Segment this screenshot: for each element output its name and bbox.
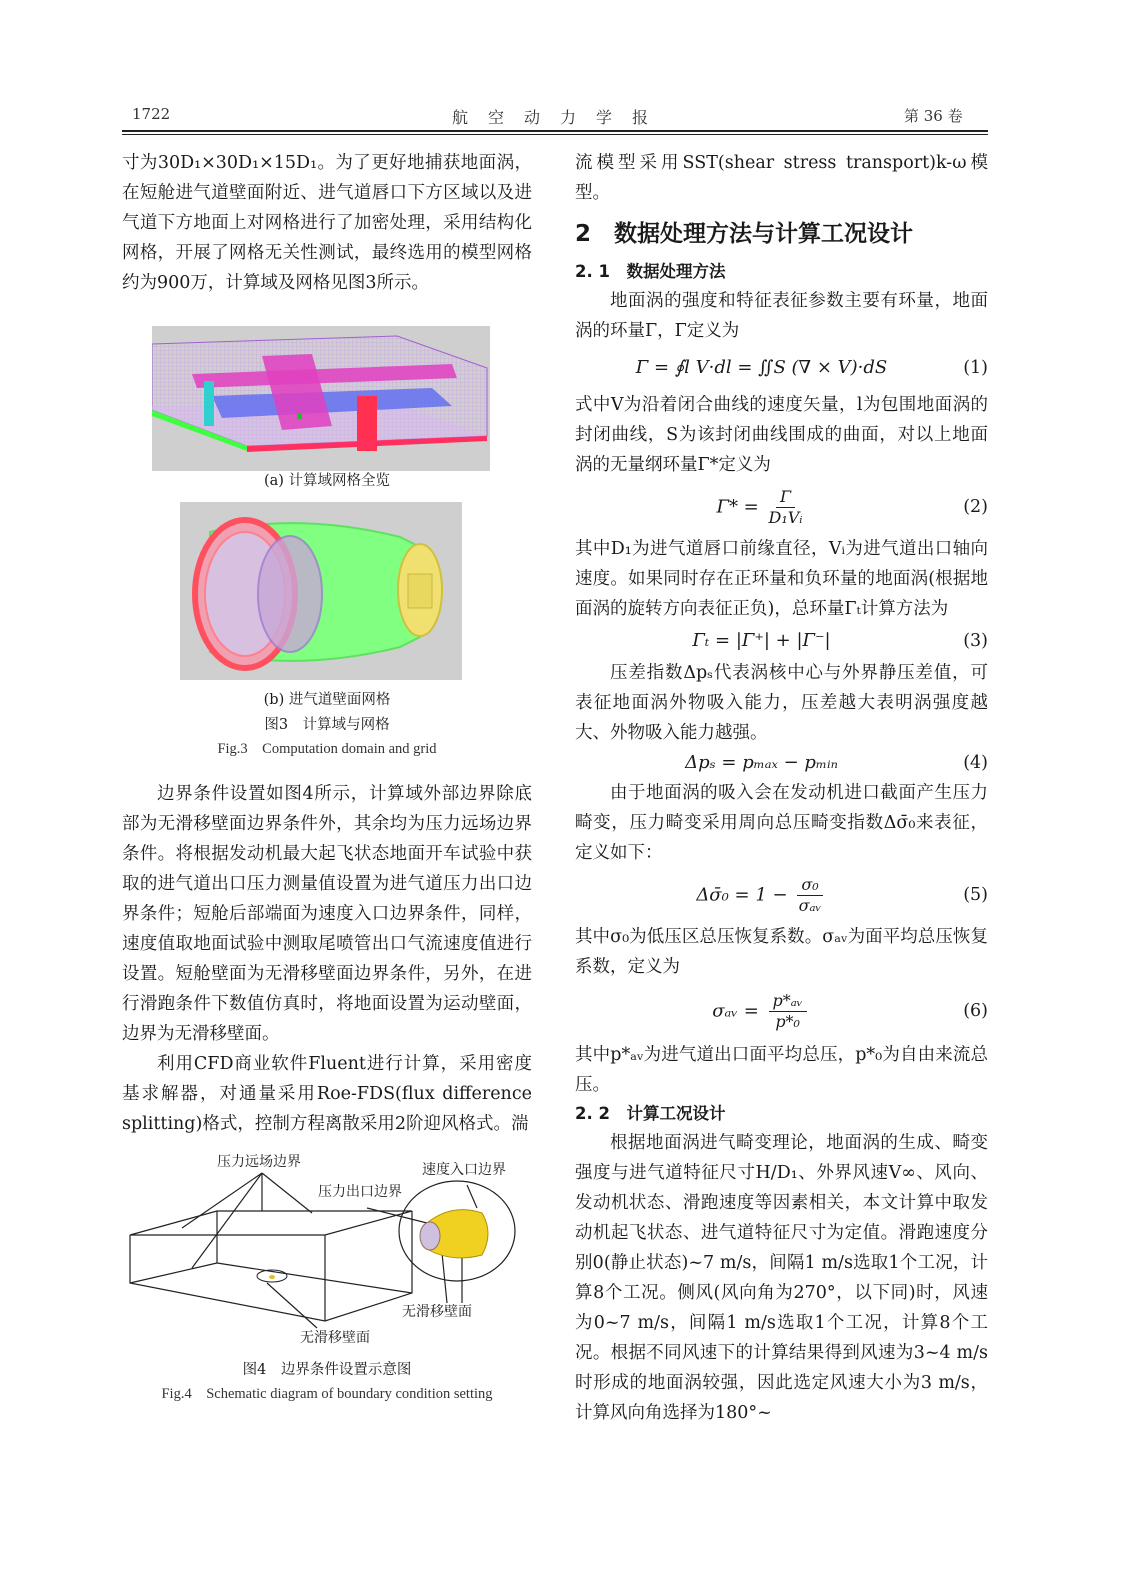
equation-2: [575, 480, 988, 534]
equation-2-numerator: Γ: [776, 487, 795, 508]
figure-3b: [122, 502, 532, 707]
equation-2-denominator: D₁Vᵢ: [768, 507, 803, 527]
journal-title: 航 空 动 力 学 报: [452, 108, 651, 127]
equation-6-denominator: p*₀: [775, 1011, 800, 1031]
figure-3a: [122, 326, 532, 489]
paragraph-boundary-conditions: 边界条件设置如图4所示，计算域外部边界除底部为无滑移壁面边界条件外，其余均为压力远场边界条件。将根据发动机最大起飞状态地面开车试验中获取的进气道出口压力测量值设置为进气道压力出口边界条件；短舱后部端面为速度入口边界条件，同样，速度值取地面试验中测取尾喷管出口气流速度值进行设置。短舱壁面为无滑移壁面边界条件，另外，在进行滑跑条件下数值仿真时，将地面设置为运动壁面，边界为无滑移壁面。: [122, 784, 532, 1044]
equation-4-body: Δpₛ = pₘₐₓ − pₘᵢₙ: [685, 752, 838, 773]
figure-3-caption-en: Fig.3 Computation domain and grid: [217, 741, 437, 757]
label-pressure-far-field: 压力远场边界: [217, 1154, 301, 1170]
equation-1: [575, 346, 988, 390]
paragraph-conditions: 根据地面涡进气畸变理论，地面涡的生成、畸变强度与进气道特征尺寸H/D₁、外界风速V∞、风向、发动机状态、滑跑速度等因素相关，本文计算中取发动机起飞状态、进气道特征尺寸为定值。滑跑速度分别0(静止状态)~7 m/s，间隔1 m/s选取1个工况，计算8个工况。侧风(风向角为270°，以下同)时，风速为0~7 m/s，间隔1 m/s选取1个工况，计算8个工况。根据不同风速下的计算结果得到风速为3~4 m/s时形成的地面涡较强，因此选定风速大小为3 m/s，计算风向角选择为180°~: [575, 1133, 988, 1423]
equation-6-fraction: [769, 991, 807, 1032]
figure-3-caption-cn: 图3 计算域与网格: [264, 717, 390, 733]
equation-1-number: (1): [963, 358, 988, 378]
section-2-heading: 2 数据处理方法与计算工况设计: [575, 221, 914, 247]
equation-3: [575, 624, 988, 658]
figure-3b-caption: (b) 进气道壁面网格: [263, 692, 391, 708]
equation-2-lhs: Γ* =: [716, 496, 759, 517]
header-rule: [122, 130, 988, 132]
paragraph-total-circulation: 其中D₁为进气道唇口前缘直径，Vᵢ为进气道出口轴向速度。如果同时存在正环量和负环量的地面涡(根据地面涡的旋转方向表征正负)，总环量Γₜ计算方法为: [575, 539, 988, 619]
label-no-slip-wall-right: 无滑移壁面: [402, 1304, 472, 1320]
page-number: 1722: [132, 105, 171, 123]
equation-4: [575, 748, 988, 778]
left-column: [122, 148, 532, 1406]
equation-3-body: Γₜ = |Γ⁺| + |Γ⁻|: [692, 630, 831, 651]
paragraph-turbulence-model: 流模型采用SST(shear stress transport)k-ω模型。: [575, 153, 988, 203]
paragraph-circulation: 地面涡的强度和特征表征参数主要有环量，地面涡的环量Γ，Γ定义为: [575, 291, 988, 341]
equation-6-number: (6): [963, 1001, 988, 1021]
label-velocity-inlet: 速度入口边界: [422, 1162, 506, 1178]
header-rule-thin: [122, 134, 988, 135]
paragraph-mesh: 寸为30D₁×30D₁×15D₁。为了更好地捕获地面涡，在短舱进气道壁面附近、进气道唇口下方区域以及进气道下方地面上对网格进行了加密处理，采用结构化网格，开展了网格无关性测试，最终选用的模型网格约为900万，计算域及网格见图3所示。: [122, 153, 532, 293]
paragraph-circulation-def: 式中V为沿着闭合曲线的速度矢量，l为包围地面涡的封闭曲线，S为该封闭曲线围成的曲面，对以上地面涡的无量纲环量Γ*定义为: [575, 395, 988, 475]
figure-4-caption-en: Fig.4 Schematic diagram of boundary condition setting: [161, 1386, 493, 1402]
equation-6-numerator: p*ₐᵥ: [769, 991, 807, 1012]
paragraph-distortion: 由于地面涡的吸入会在发动机进口截面产生压力畸变，压力畸变采用周向总压畸变指数Δσ̄₀来表征，定义如下：: [575, 783, 988, 863]
subsection-2-2-heading: 2. 2 计算工况设计: [575, 1104, 726, 1123]
figure-3a-caption: (a) 计算域网格全览: [263, 473, 391, 489]
domain-grid-image: [152, 326, 490, 471]
right-column: [575, 148, 988, 1428]
equation-6-lhs: σₐᵥ =: [712, 1000, 759, 1021]
paragraph-recovery: 其中σ₀为低压区总压恢复系数。σₐᵥ为面平均总压恢复系数，定义为: [575, 927, 988, 977]
figure-4-caption-cn: 图4 边界条件设置示意图: [242, 1362, 412, 1378]
inlet-wall-mesh-image: [180, 502, 462, 680]
equation-2-fraction: [769, 487, 803, 528]
equation-6: [575, 982, 988, 1040]
equation-4-number: (4): [963, 753, 988, 773]
figure-4: [122, 1153, 532, 1358]
volume-label: 第 36 卷: [904, 107, 963, 125]
equation-1-body: Γ = ∮l V·dl = ∬S (∇ × V)·dS: [635, 357, 888, 378]
paragraph-solver: 利用CFD商业软件Fluent进行计算，采用密度基求解器，对通量采用Roe-FDS(flux difference splitting)格式，控制方程离散采用2阶迎风格式。湍: [122, 1054, 532, 1134]
equation-5-numerator: σ₀: [797, 875, 822, 896]
paragraph-total-pressure: 其中p*ₐᵥ为进气道出口面平均总压，p*₀为自由来流总压。: [575, 1045, 988, 1095]
label-no-slip-wall-bottom: 无滑移壁面: [300, 1330, 370, 1346]
equation-5-denominator: σₐᵥ: [798, 895, 822, 915]
equation-2-number: (2): [963, 497, 988, 517]
equation-5-lhs: Δσ̄₀ = 1 −: [696, 884, 788, 905]
equation-5: [575, 868, 988, 922]
equation-5-fraction: [797, 875, 822, 916]
subsection-2-1-heading: 2. 1 数据处理方法: [575, 262, 726, 281]
equation-5-number: (5): [963, 885, 988, 905]
equation-3-number: (3): [963, 631, 988, 651]
paragraph-pressure-index: 压差指数Δpₛ代表涡核中心与外界静压差值，可表征地面涡外物吸入能力，压差越大表明涡强度越大、外物吸入能力越强。: [575, 663, 988, 743]
label-pressure-outlet: 压力出口边界: [318, 1184, 402, 1200]
